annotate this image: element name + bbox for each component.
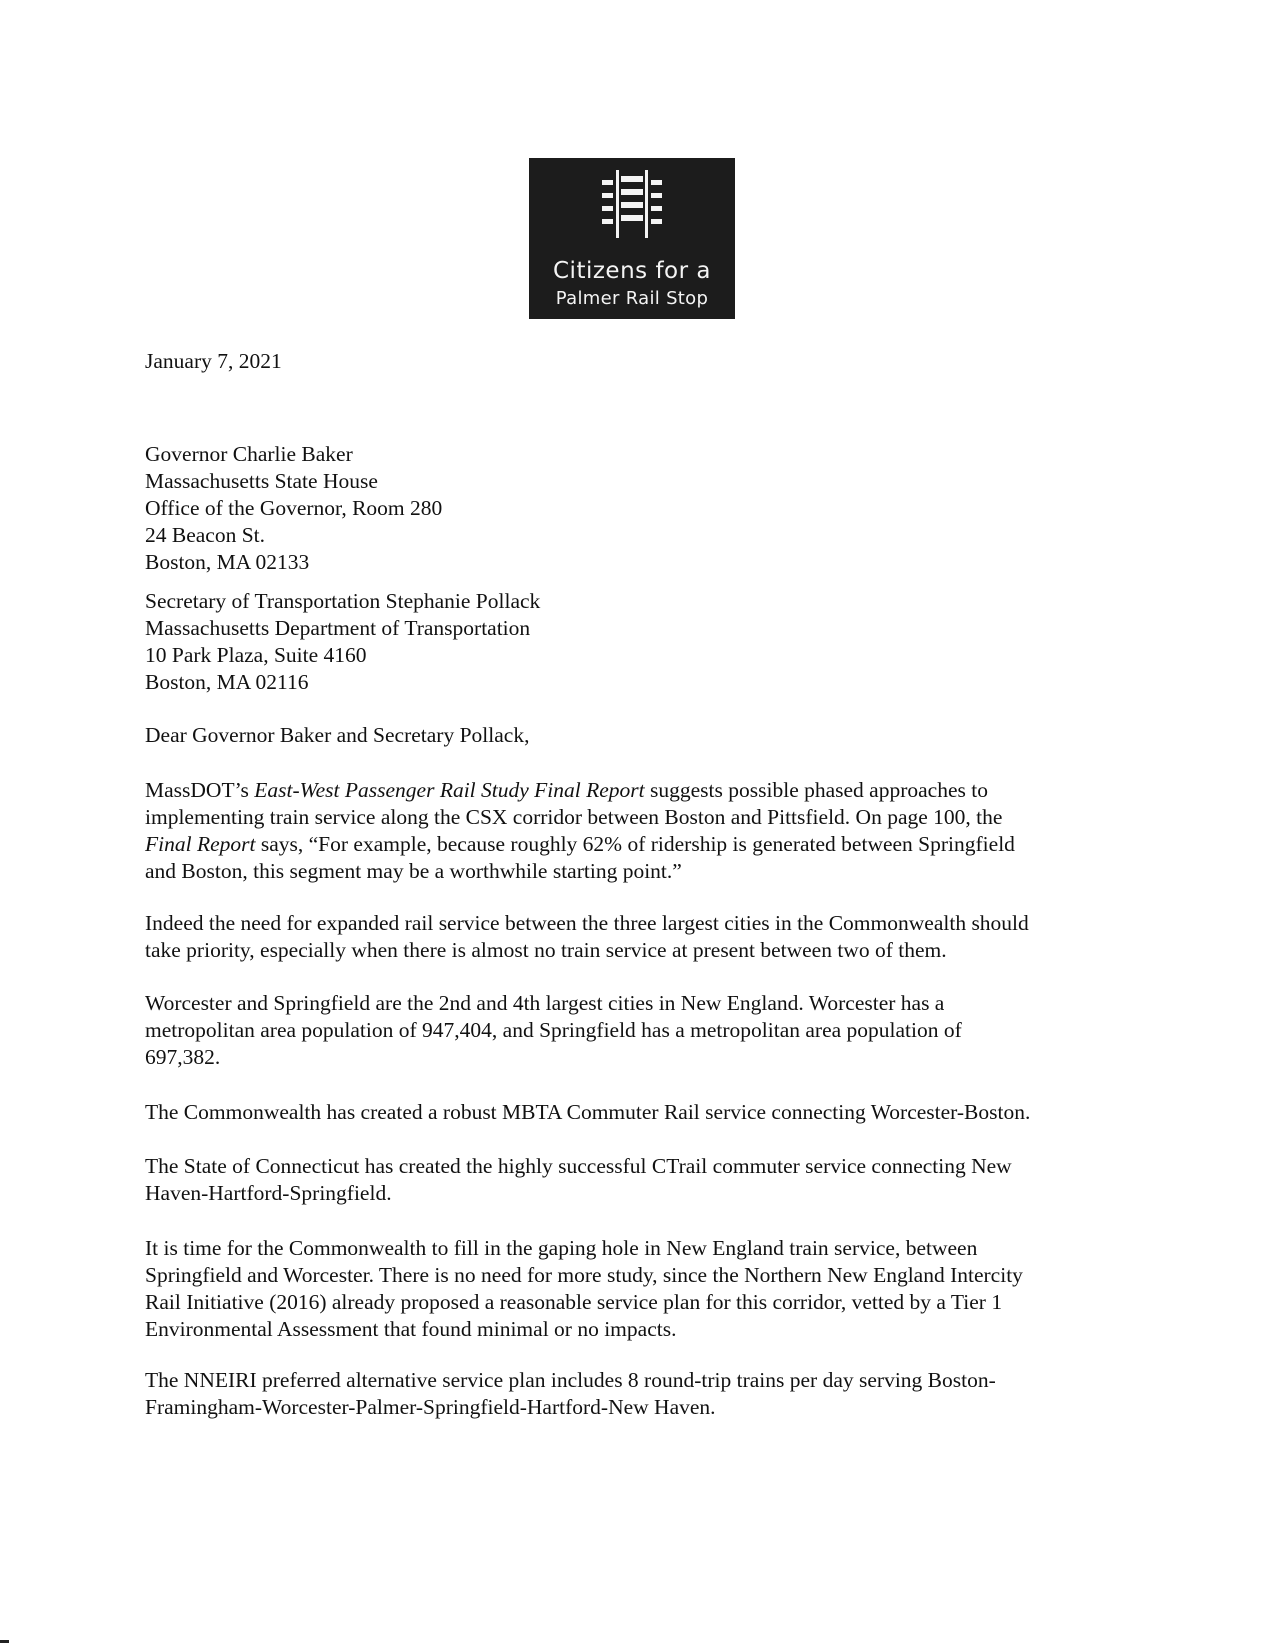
paragraph-line: The State of Connecticut has created the highly successful CTrail commuter service connecting New xyxy=(145,1154,1012,1178)
paragraph-priority xyxy=(145,910,1125,964)
address-line: Office of the Governor, Room 280 xyxy=(145,496,443,520)
report-title: Final Report xyxy=(145,832,256,856)
paragraph-line: 697,382. xyxy=(145,1045,221,1069)
text-run: MassDOT’s xyxy=(145,778,255,802)
paragraph-line xyxy=(145,777,1125,804)
address-line: 24 Beacon St. xyxy=(145,523,266,547)
paragraph-line xyxy=(145,858,1125,885)
paragraph-line: Indeed the need for expanded rail service between the three largest cities in the Commonwealth should xyxy=(145,911,1029,935)
text-run: implementing train service along the CSX corridor between Boston and Pittsfield. On page 100, the xyxy=(145,805,1003,829)
paragraph-population xyxy=(145,990,1125,1071)
organization-logo xyxy=(529,158,735,319)
paragraph-line: The NNEIRI preferred alternative service plan includes 8 round-trip trains per day serving Boston- xyxy=(145,1368,996,1392)
address-line: Massachusetts Department of Transportation xyxy=(145,616,531,640)
paragraph-final-report xyxy=(145,777,1125,885)
paragraph-line: take priority, especially when there is almost no train service at present between two of them. xyxy=(145,938,947,962)
paragraph-ctrail xyxy=(145,1153,1125,1207)
text-run: says, “For example, because roughly 62% of ridership is generated between Springfield xyxy=(255,832,1015,856)
paragraph-mbta xyxy=(145,1099,1125,1126)
address-line: Massachusetts State House xyxy=(145,469,378,493)
address-line: Secretary of Transportation Stephanie Pollack xyxy=(145,589,541,613)
address-line: Governor Charlie Baker xyxy=(145,442,353,466)
paragraph-line xyxy=(145,804,1125,831)
paragraph-line: Springfield and Worcester. There is no need for more study, since the Northern New England Intercity xyxy=(145,1263,1023,1287)
paragraph-line: Framingham-Worcester-Palmer-Springfield-Hartford-New Haven. xyxy=(145,1395,716,1419)
paragraph-line: Rail Initiative (2016) already proposed a reasonable service plan for this corridor, vetted by a Tier 1 xyxy=(145,1290,1003,1314)
paragraph-line: metropolitan area population of 947,404, and Springfield has a metropolitan area population of xyxy=(145,1018,962,1042)
letter-date: January 7, 2021 xyxy=(145,349,282,373)
paragraph-gaping-hole xyxy=(145,1235,1125,1343)
paragraph-line: Environmental Assessment that found minimal or no impacts. xyxy=(145,1317,677,1341)
paragraph-line: The Commonwealth has created a robust MBTA Commuter Rail service connecting Worcester-Boston. xyxy=(145,1100,1031,1124)
paragraph-line: Worcester and Springfield are the 2nd and 4th largest cities in New England. Worcester has a xyxy=(145,991,945,1015)
scan-edge-mark xyxy=(0,1640,9,1643)
address-line: 10 Park Plaza, Suite 4160 xyxy=(145,643,367,667)
logo-line-1: Citizens for a xyxy=(553,258,711,284)
paragraph-nneiri xyxy=(145,1367,1125,1421)
address-line: Boston, MA 02116 xyxy=(145,670,309,694)
report-title: East-West Passenger Rail Study Final Report xyxy=(254,778,645,802)
paragraph-line: It is time for the Commonwealth to fill in the gaping hole in New England train service, between xyxy=(145,1236,978,1260)
recipient-address-secretary xyxy=(145,588,1125,696)
address-line: Boston, MA 02133 xyxy=(145,550,310,574)
rail-track-icon xyxy=(593,170,671,238)
text-run: and Boston, this segment may be a worthwhile starting point.” xyxy=(145,859,682,883)
paragraph-line: Haven-Hartford-Springfield. xyxy=(145,1181,392,1205)
text-run: suggests possible phased approaches to xyxy=(644,778,988,802)
salutation: Dear Governor Baker and Secretary Pollack, xyxy=(145,723,530,747)
recipient-address-governor xyxy=(145,441,1125,576)
paragraph-line xyxy=(145,831,1125,858)
logo-line-2: Palmer Rail Stop xyxy=(555,288,709,309)
